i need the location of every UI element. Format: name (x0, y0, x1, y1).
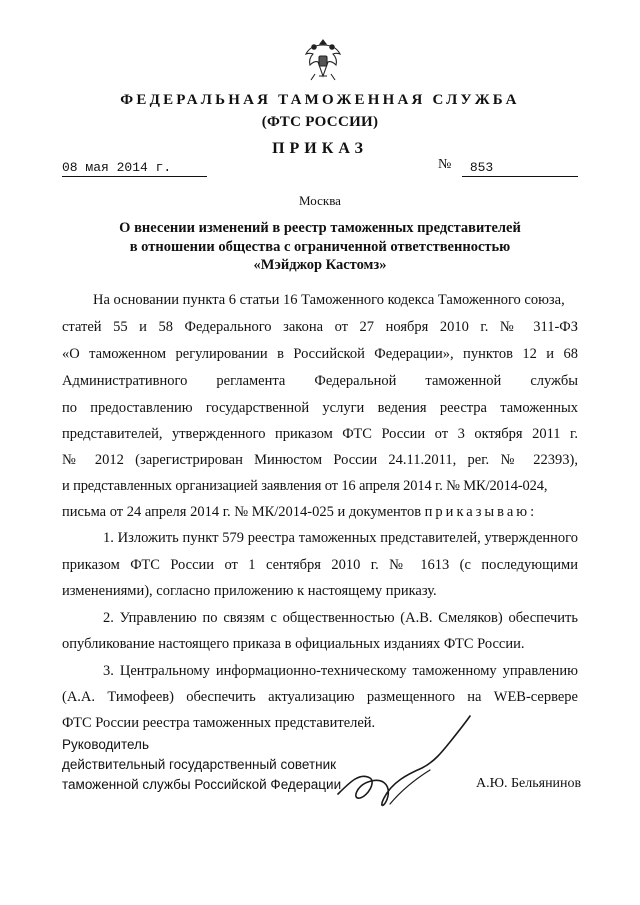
signatory-name: А.Ю. Бельянинов (476, 776, 582, 791)
preamble-line: «О таможенном регулировании в Российской Федерации», пунктов 12 и 68 (62, 346, 578, 362)
agency-name: ФЕДЕРАЛЬНАЯ ТАМОЖЕННАЯ СЛУЖБА (120, 92, 520, 108)
subject-line: в отношении общества с ограниченной ответственностью (129, 238, 511, 255)
issue-city: Москва (299, 193, 341, 208)
position-line: действительный государственный советник (62, 757, 337, 772)
handwritten-signature (330, 712, 490, 822)
position-line: таможенной службы Российской Федерации (62, 777, 342, 792)
signatory-position (62, 735, 341, 795)
number-sign: № (438, 157, 452, 172)
preamble-last-line (62, 502, 537, 522)
preamble-line: и представленных организацией заявления от 16 апреля 2014 г. № МК/2014-024, (62, 478, 548, 494)
preamble-line: На основании пункта 6 статьи 16 Таможенного кодекса Таможенного союза, (93, 292, 565, 308)
preamble-line: № 2012 (зарегистрирован Минюстом России 24.11.2011, рег. № 22393), (62, 452, 578, 468)
item-3-line: 3. Центральному информационно-техническому таможенному управлению (103, 663, 578, 679)
item-1-line: приказом ФТС России от 1 сентября 2010 г. № 1613 (с последующими (62, 557, 578, 573)
position-line: Руководитель (62, 737, 149, 752)
document-number (462, 160, 578, 177)
document-subject (0, 219, 640, 275)
document-type: ПРИКАЗ (272, 140, 368, 157)
preamble-line: по предоставлению государственной услуги ведения реестра таможенных (62, 400, 578, 416)
item-2-line: 2. Управлению по связям с общественностью (А.В. Смеляков) обеспечить (103, 610, 578, 626)
item-1-line: изменениями), согласно приложению к настоящему приказу. (62, 583, 437, 599)
item-3-line: ФТС России реестра таможенных представителей. (62, 715, 376, 731)
document-number-value: 853 (469, 160, 494, 175)
preamble-line: Административного регламента Федеральной таможенной службы (62, 373, 578, 389)
item-2-line: опубликование настоящего приказа в официальных изданиях ФТС России. (62, 636, 525, 652)
order-word: приказываю: (424, 504, 538, 520)
double-headed-eagle-emblem-icon (301, 36, 345, 84)
preamble-line: статей 55 и 58 Федерального закона от 27 ноября 2010 г. № 311-ФЗ (62, 319, 578, 335)
item-1-line: 1. Изложить пункт 579 реестра таможенных представителей, утвержденного (103, 530, 578, 546)
preamble-line: письма от 24 апреля 2014 г. № МК/2014-025 и документов (62, 504, 422, 520)
preamble-line: представителей, утвержденного приказом ФТС России от 3 октября 2011 г. (62, 426, 578, 442)
subject-line: «Мэйджор Кастомз» (253, 257, 387, 273)
item-3-line: (А.А. Тимофеев) обеспечить актуализацию размещенного на WEB-сервере (62, 689, 578, 705)
subject-line: О внесении изменений в реестр таможенных представителей (119, 220, 521, 236)
agency-short-name: (ФТС РОССИИ) (261, 114, 379, 130)
document-date: 08 мая 2014 г. (62, 160, 207, 177)
